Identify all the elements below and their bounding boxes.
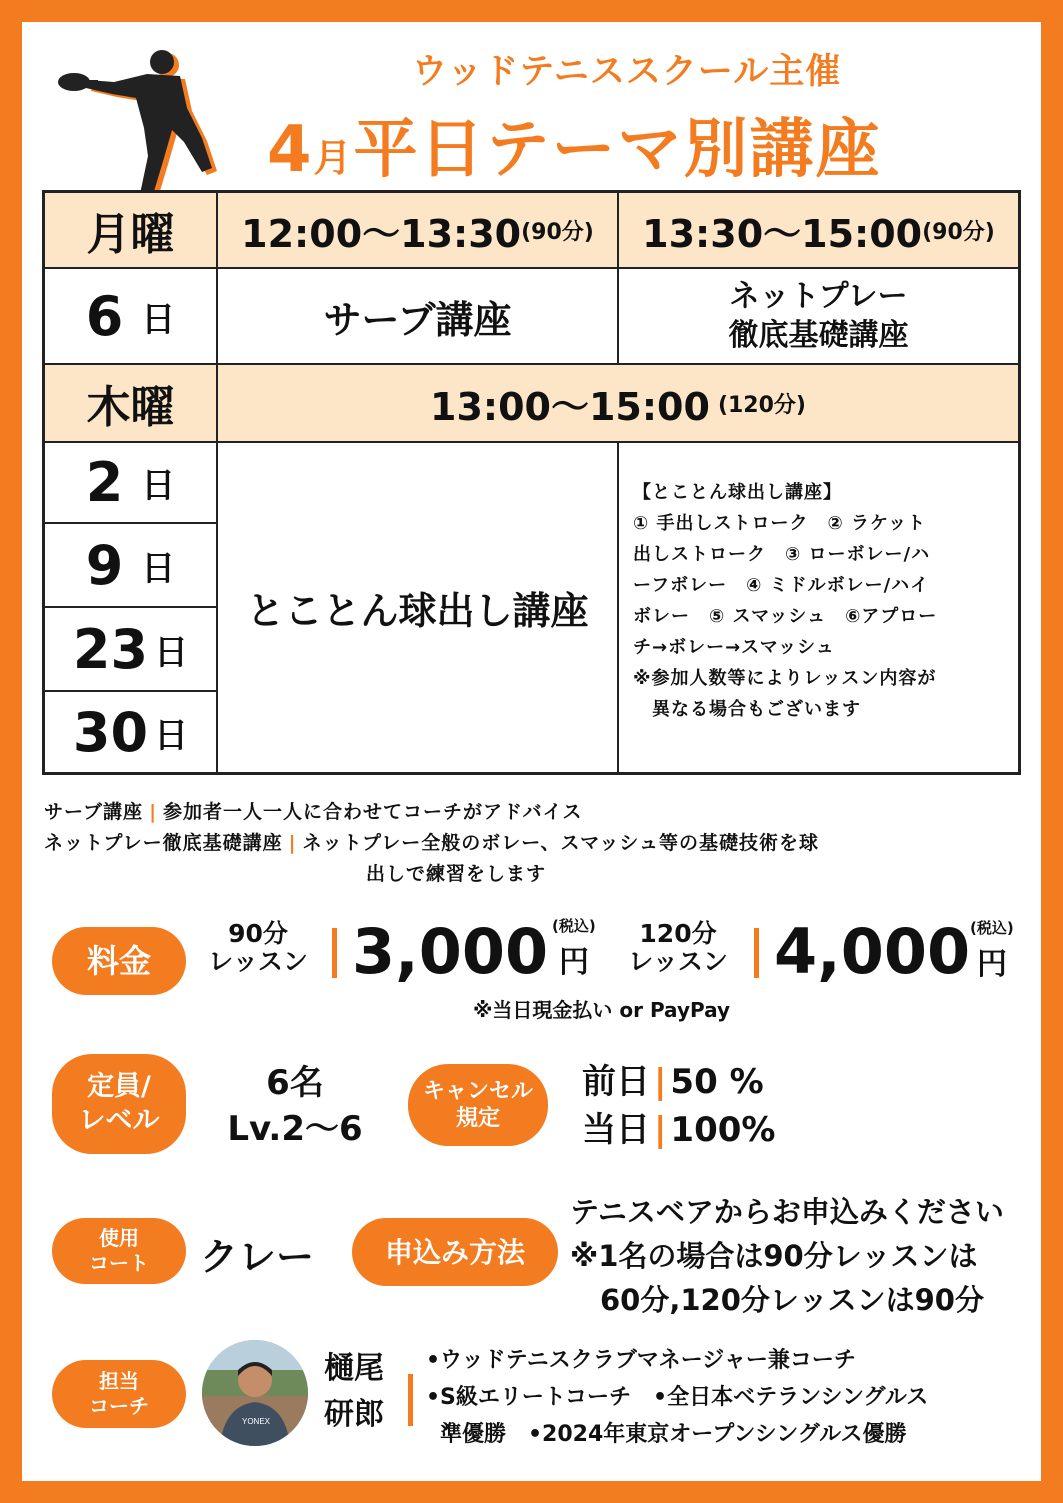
fee-120-minutes: 120分 (639, 919, 717, 948)
note-text: ネットプレー全般のボレー、スマッシュ等の基礎技術を球 (302, 832, 820, 854)
cancel-rate: 100% (670, 1110, 776, 1150)
apply-label: 申込み方法 (352, 1218, 558, 1286)
note-net-play (44, 828, 819, 859)
lecture-net-play (618, 268, 1019, 364)
fee-120-label (620, 920, 736, 975)
coach-name-line1: 樋尾 (324, 1351, 384, 1386)
note-label: ネットプレー徹底基礎講座 (44, 832, 283, 854)
fee-90-lesson: レッスン (208, 946, 308, 976)
thursday-date-suffix: 日 (141, 466, 176, 506)
note-serve (44, 797, 819, 828)
fee-90-label (202, 920, 314, 975)
fee-90-yen: 円 (559, 945, 589, 980)
separator-bar: | (149, 801, 158, 823)
monday-date-suffix: 日 (141, 299, 176, 340)
coach-label (52, 1360, 186, 1428)
cancel-day: 当日 (582, 1110, 650, 1150)
thursday-date-number: 23 (72, 617, 149, 681)
detail-line: ボレー ⑤ スマッシュ ⑥アプロー (633, 606, 938, 627)
coach-bio (426, 1342, 928, 1453)
note-text: 参加者一人一人に合わせてコーチがアドバイス (163, 801, 583, 823)
fee-90-minutes: 90分 (228, 919, 288, 948)
lecture-net-play-line2: 徹底基礎講座 (728, 318, 909, 353)
separator-bar (332, 928, 337, 978)
apply-line: テニスベアからお申込みください (570, 1195, 1004, 1229)
lecture-serve: サーブ講座 (217, 268, 618, 364)
thursday-date-suffix: 日 (141, 548, 176, 589)
cancel-row (582, 1058, 775, 1106)
capacity-label (52, 1054, 186, 1154)
shirt-logo: YONEX (242, 1417, 271, 1426)
monday-date (44, 268, 217, 364)
thursday-date (44, 523, 217, 607)
fee-120-price: 4,000 (774, 915, 971, 988)
cancel-day: 前日 (582, 1062, 650, 1102)
capacity-level: Lv.2〜6 (227, 1109, 363, 1149)
fee-120-lesson: レッスン (628, 946, 728, 976)
thursday-date (44, 442, 217, 523)
lecture-net-play-line1: ネットプレー (729, 279, 908, 314)
fee-90-tax: (税込) (552, 917, 596, 935)
thursday-date-suffix: 日 (154, 632, 189, 673)
monday-slot1-duration: (90分) (521, 219, 594, 245)
court-value: クレー (200, 1235, 315, 1279)
thursday-date-number: 2 (85, 451, 124, 514)
title-text: 平日テーマ別講座 (353, 113, 882, 187)
apply-details (570, 1190, 1004, 1322)
court-label-line1: 使用 (99, 1226, 139, 1250)
detail-line: 出しストローク ③ ローボレー/ハ (633, 544, 931, 565)
separator-bar: | (654, 1110, 667, 1150)
capacity-count: 6名 (266, 1063, 324, 1103)
fee-120-yen: 円 (977, 947, 1007, 982)
monday-slot1-time (217, 192, 618, 268)
capacity-values (218, 1060, 372, 1152)
detail-line: 異なる場合もございます (633, 699, 861, 720)
apply-line: 60分,120分レッスンは90分 (600, 1283, 984, 1317)
fee-label: 料金 (52, 927, 186, 995)
capacity-label-line1: 定員/ (87, 1071, 151, 1103)
note-label: サーブ講座 (44, 801, 144, 823)
detail-line: ーフボレー ④ ミドルボレー/ハイ (633, 575, 930, 596)
lecture-detail (618, 442, 1019, 773)
thursday-time (217, 364, 1019, 442)
fee-120-tax: (税込) (970, 919, 1014, 937)
thursday-date-suffix: 日 (154, 715, 189, 756)
capacity-label-line2: レベル (78, 1105, 160, 1136)
cancel-label (408, 1064, 548, 1146)
cancel-row (582, 1106, 775, 1154)
title-number: 4 (267, 113, 314, 187)
monday-slot2-duration: (90分) (922, 219, 995, 245)
thursday-label: 木曜 (44, 364, 217, 442)
detail-line: ① 手出しストローク ② ラケット (633, 513, 927, 534)
lecture-ball-feeding: とことん球出し講座 (217, 442, 618, 773)
thursday-date (44, 691, 217, 773)
fee-90-price: 3,000 (352, 915, 549, 988)
coach-bio-line: •S級エリートコーチ •全日本ベテランシングルス (426, 1385, 929, 1410)
coach-name (324, 1346, 384, 1438)
monday-slot2-time-text: 13:30〜15:00 (642, 211, 923, 256)
title-month: 月 (313, 136, 354, 180)
monday-slot1-time-text: 12:00〜13:30 (241, 211, 522, 256)
thursday-duration: (120分) (717, 392, 806, 418)
detail-line: ※参加人数等によりレッスン内容が (633, 668, 937, 689)
court-label-line2: コート (89, 1251, 149, 1275)
separator-bar: | (288, 832, 297, 854)
tennis-player-icon (52, 38, 222, 208)
cancel-label-line2: 規定 (455, 1106, 500, 1131)
separator-bar (754, 928, 759, 978)
coach-bio-line: 準優勝 •2024年東京オープンシングルス優勝 (440, 1422, 907, 1447)
thursday-date-number: 30 (72, 700, 149, 764)
court-label (52, 1218, 186, 1284)
thursday-time-text: 13:00〜15:00 (430, 384, 710, 429)
cancel-rules (582, 1058, 775, 1154)
coach-label-line1: 担当 (99, 1369, 139, 1393)
cancel-rate: 50 % (670, 1062, 764, 1102)
note-net-play-cont: 出しで練習をします (366, 863, 547, 885)
detail-line: 【とことん球出し講座】 (633, 482, 842, 503)
coach-photo (202, 1340, 308, 1446)
schedule-table (42, 190, 1021, 775)
thursday-date-number: 9 (85, 533, 124, 597)
cancel-label-line1: キャンセル (422, 1078, 533, 1104)
coach-name-line2: 研郎 (324, 1397, 384, 1432)
detail-line: チ→ボレー→スマッシュ (633, 637, 835, 658)
coach-label-line2: コーチ (89, 1394, 149, 1418)
monday-label: 月曜 (44, 192, 217, 268)
page-title (267, 98, 882, 190)
separator-bar (408, 1374, 413, 1426)
flyer-sheet (22, 22, 1041, 1481)
monday-date-number: 6 (85, 284, 124, 348)
separator-bar: | (654, 1062, 667, 1102)
monday-slot2-time (618, 192, 1019, 268)
apply-line: ※1名の場合は90分レッスンは (570, 1239, 978, 1273)
thursday-date (44, 607, 217, 691)
subtitle: ウッドテニススクール主催 (412, 52, 842, 92)
lecture-notes (44, 797, 819, 890)
payment-note: ※当日現金払い or PayPay (472, 998, 731, 1022)
coach-bio-line: •ウッドテニスクラブマネージャー兼コーチ (426, 1348, 856, 1373)
